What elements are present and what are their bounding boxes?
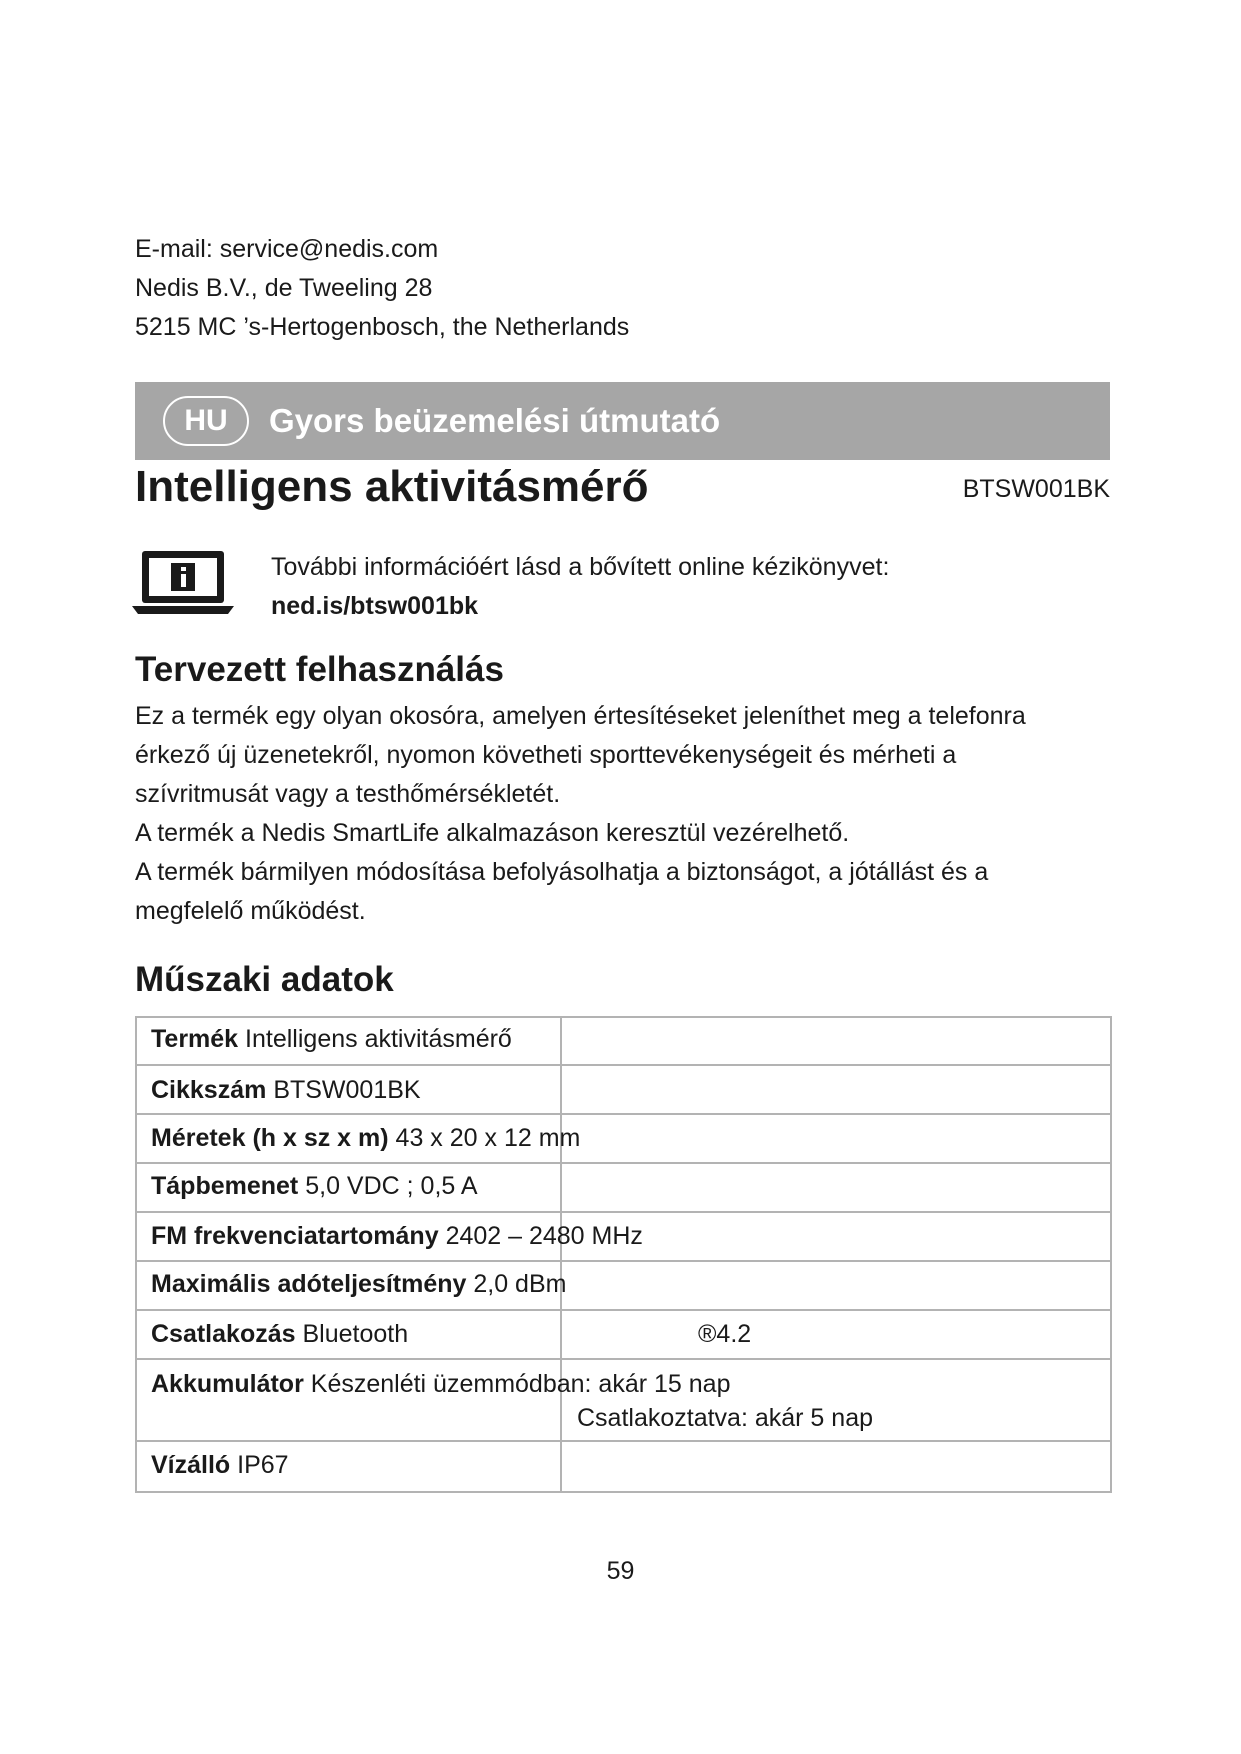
- model-number: BTSW001BK: [962, 475, 1110, 503]
- section-banner: [135, 382, 1110, 460]
- spec-label: Méretek (h x sz x m): [151, 1124, 389, 1152]
- paragraph-line: szívritmusát vagy a testhőmérsékletét.: [135, 780, 561, 808]
- manual-info: [271, 548, 889, 626]
- table-row: [137, 1442, 1110, 1491]
- table-row: [137, 1115, 1110, 1164]
- specs-heading: Műszaki adatok: [135, 960, 394, 999]
- table-row: [137, 1018, 1110, 1066]
- spec-value-line2: Csatlakoztatva: akár 5 nap: [577, 1404, 873, 1432]
- paragraph-line: megfelelő működést.: [135, 897, 366, 925]
- spec-value: BTSW001BK: [273, 1076, 421, 1104]
- intended-use-paragraph: [135, 697, 1115, 931]
- table-row: [137, 1164, 1110, 1213]
- manual-text: További információért lásd a bővített online kézikönyvet:: [271, 553, 890, 581]
- language-badge: HU: [163, 396, 249, 446]
- spec-value: 5,0 VDC ; 0,5 A: [305, 1172, 478, 1200]
- spec-label: Csatlakozás: [151, 1320, 296, 1348]
- spec-label: Vízálló: [151, 1451, 231, 1479]
- spec-label: Tápbemenet: [151, 1172, 299, 1200]
- banner-title: Gyors beüzemelési útmutató: [269, 402, 721, 439]
- spec-value: IP67: [237, 1451, 289, 1479]
- spec-label: Cikkszám: [151, 1076, 267, 1104]
- intended-use-heading: Tervezett felhasználás: [135, 650, 504, 689]
- table-row: [137, 1213, 1110, 1262]
- laptop-info-icon: [132, 548, 234, 616]
- table-row: [137, 1311, 1110, 1360]
- table-row: [137, 1360, 1110, 1442]
- table-row: [137, 1262, 1110, 1311]
- paragraph-line: A termék a Nedis SmartLife alkalmazáson keresztül vezérelhető.: [135, 819, 850, 847]
- paragraph-line: érkező új üzenetekről, nyomon követheti sporttevékenységeit és mérheti a: [135, 741, 957, 769]
- contact-block: [135, 230, 629, 347]
- spec-value: 2,0 dBm: [473, 1270, 567, 1298]
- contact-address: 5215 MC ’s-Hertogenbosch, the Netherlands: [135, 313, 630, 341]
- spec-value: Bluetooth: [302, 1320, 409, 1348]
- manual-link[interactable]: ned.is/btsw001bk: [271, 592, 479, 620]
- spec-value: 2402 – 2480 MHz: [445, 1222, 643, 1250]
- spec-value: Készenléti üzemmódban: akár 15 nap: [310, 1370, 731, 1398]
- contact-company: Nedis B.V., de Tweeling 28: [135, 274, 433, 302]
- bluetooth-version: ®4.2: [698, 1320, 752, 1348]
- paragraph-line: A termék bármilyen módosítása befolyásolhatja a biztonságot, a jótállást és a: [135, 858, 989, 886]
- product-title: Intelligens aktivitásmérő: [135, 462, 649, 511]
- page-number: 59: [606, 1557, 635, 1585]
- spec-value: 43 x 20 x 12 mm: [395, 1124, 581, 1152]
- spec-value: Intelligens aktivitásmérő: [245, 1025, 512, 1053]
- specs-table: [135, 1016, 1112, 1493]
- spec-label: Maximális adóteljesítmény: [151, 1270, 467, 1298]
- spec-label: Akkumulátor: [151, 1370, 304, 1398]
- spec-label: FM frekvenciatartomány: [151, 1222, 439, 1250]
- contact-email: E-mail: service@nedis.com: [135, 235, 439, 263]
- table-row: [137, 1066, 1110, 1115]
- paragraph-line: Ez a termék egy olyan okosóra, amelyen értesítéseket jeleníthet meg a telefonra: [135, 702, 1026, 730]
- spec-label: Termék: [151, 1025, 239, 1053]
